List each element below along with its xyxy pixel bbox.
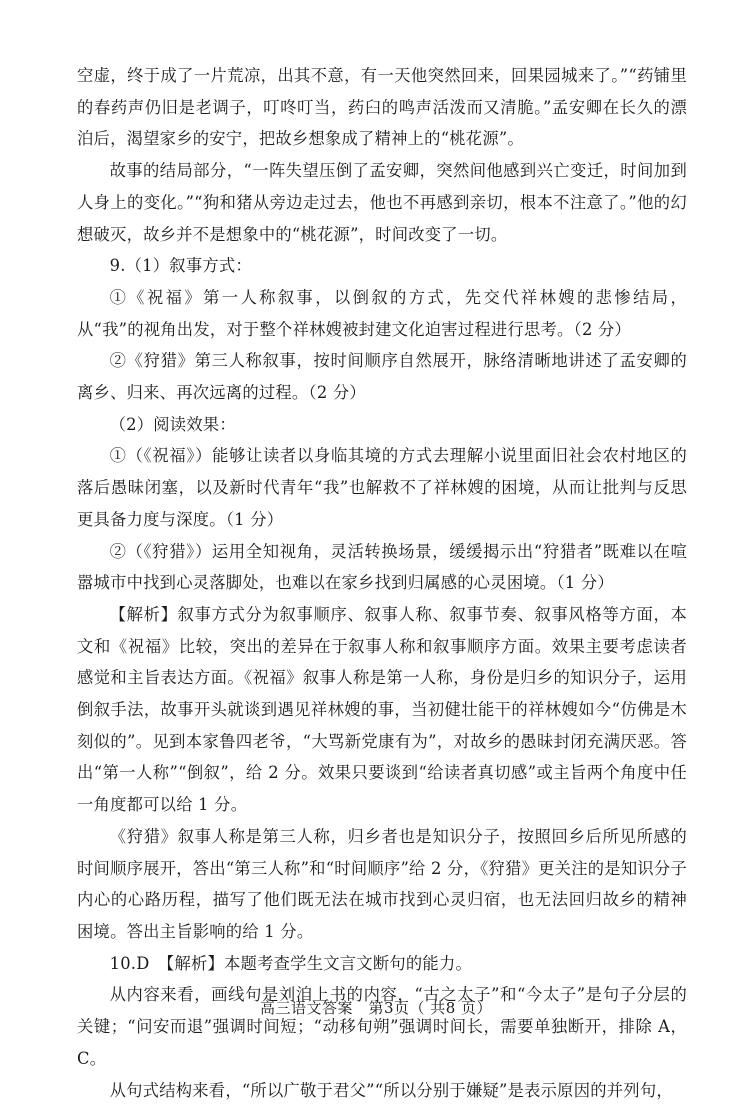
q10-analysis-2: 从句式结构来看，“所以广敬于君父”“所以分别于嫌疑”是表示原因的并列句，	[77, 1075, 687, 1106]
answer-text	[77, 60, 687, 1106]
q9-item-2: ②《狩猎》第三人称叙事，按时间顺序自然展开，脉络清晰地讲述了孟安卿的离乡、归来、再次远离的过程。（2 分）	[77, 345, 687, 408]
q10-answer: 10.D 【解析】本题考查学生文言文断句的能力。	[77, 948, 687, 980]
q9-item-1: ①《祝福》第一人称叙事，以倒叙的方式，先交代祥林嫂的悲惨结局，从“我”的视角出发，对于整个祥林嫂被封建文化迫害过程进行思考。（2 分）	[77, 282, 687, 345]
paragraph-1: 空虚，终于成了一片荒凉，出其不意，有一天他突然回来，回果园城来了。”“药铺里的春药声仍旧是老调子，叮咚叮当，药臼的鸣声活泼而又清脆。”孟安卿在长久的漂泊后，渴望家乡的安宁，把故乡想象成了精神上的“桃花源”。	[77, 60, 687, 155]
page-footer: 高三语文答案 第3页（ 共8 页）	[0, 996, 752, 1020]
q9-analysis-1: 【解析】叙事方式分为叙事顺序、叙事人称、叙事节奏、叙事风格等方面，本文和《祝福》比较，突出的差异在于叙事人称和叙事顺序方面。效果主要考虑读者感觉和主旨表达方面。《祝福》叙事人称是第一人称，身份是归乡的知识分子，运用倒叙手法，故事开头就谈到遇见祥林嫂的事，当初健壮能干的祥林嫂如今“仿佛是木刻似的”。见到本家鲁四老爷，“大骂新党康有为”，对故乡的愚昧封闭充满厌恶。答出“第一人称”“倒叙”，给 2 分。效果只要谈到“给读者真切感”或主旨两个角度中任一角度都可以给 1 分。	[77, 599, 687, 821]
q9-heading: 9.（1）叙事方式：	[77, 250, 687, 282]
q9-subheading: （2）阅读效果：	[77, 409, 687, 441]
q9-analysis-2: 《狩猎》叙事人称是第三人称，归乡者也是知识分子，按照回乡后所见所感的时间顺序展开，答出“第三人称”和“时间顺序”给 2 分，《狩猎》更关注的是知识分子内心的心路历程，描写了他们既无法在城市找到心灵归宿，也无法回归故乡的精神困境。答出主旨影响的给 1 分。	[77, 821, 687, 948]
q10-analysis-1: 从内容来看，画线句是刘洎上书的内容，“古之太子”和“今太子”是句子分层的关键；“问安而退”强调时间短；“动移旬朔”强调时间长，需要单独断开，排除 A，C。	[77, 979, 687, 1074]
q9-effect-1: ①（《祝福》）能够让读者以身临其境的方式去理解小说里面旧社会农村地区的落后愚昧闭塞，以及新时代青年“我”也解救不了祥林嫂的困境，从而让批判与反思更具备力度与深度。（1 分）	[77, 440, 687, 535]
q9-effect-2: ②（《狩猎》）运用全知视角，灵活转换场景，缓缓揭示出“狩猎者”既难以在喧嚣城市中找到心灵落脚处，也难以在家乡找到归属感的心灵困境。（1 分）	[77, 536, 687, 599]
paragraph-2: 故事的结局部分，“一阵失望压倒了孟安卿，突然间他感到兴亡变迁，时间加到人身上的变化。”“狗和猪从旁边走过去，他也不再感到亲切，根本不注意了。”他的幻想破灭，故乡并不是想象中的“桃花源”，时间改变了一切。	[77, 155, 687, 250]
